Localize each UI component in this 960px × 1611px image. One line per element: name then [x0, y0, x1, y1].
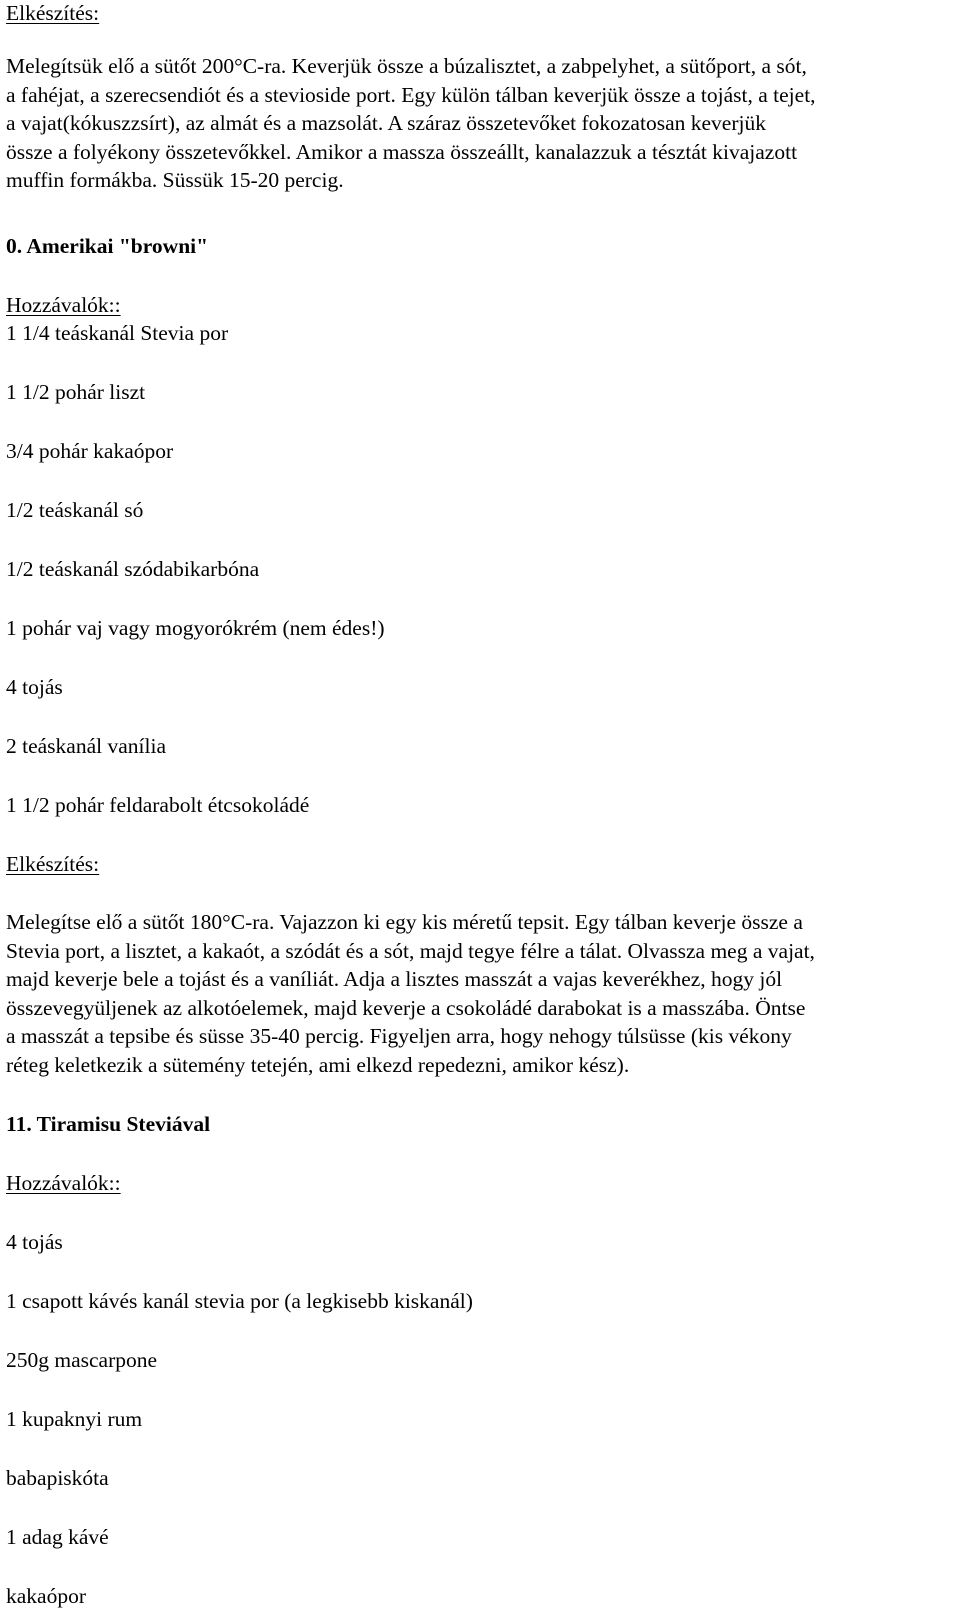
method-line: a masszát a tepsibe és süsse 35-40 percig. Figyeljen arra, hogy nehogy túlsüsse (kis vékony: [6, 1024, 792, 1048]
method-line: Melegítsük elő a sütőt 200°C-ra. Keverjük össze a búzalisztet, a zabpelyhet, a sütőport, a sót,: [6, 54, 807, 78]
method-line: a vajat(kókuszzsírt), az almát és a mazsolát. A száraz összetevőket fokozatosan keverjük: [6, 111, 766, 135]
ingredient-item: 1 1/2 pohár liszt: [6, 380, 146, 404]
ingredient-item: 3/4 pohár kakaópor: [6, 439, 174, 463]
ingredient-item: 2 teáskanál vanília: [6, 734, 166, 758]
method-line: majd keverje bele a tojást és a vaníliát. Adja a lisztes masszát a vajas keverékhez, hogy jól: [6, 967, 783, 991]
ingredient-item: 1/2 teáskanál szódabikarbóna: [6, 557, 260, 581]
method-line: a fahéjat, a szerecsendiót és a stevioside port. Egy külön tálban keverjük össze a tojást, a tejet,: [6, 82, 816, 107]
method-line: össze a folyékony összetevőkkel. Amikor a massza összeállt, kanalazzuk a tésztát kivajazott: [6, 139, 798, 164]
ingredient-item: 1 kupaknyi rum: [6, 1407, 143, 1431]
method-heading-brownie: Elkészítés:: [6, 852, 100, 876]
recipe-title-brownie: 0. Amerikai "browni": [6, 234, 209, 258]
ingredients-heading-brownie: Hozzávalók::: [6, 293, 121, 317]
method-text-prev: [6, 52, 950, 195]
method-heading-prev: Elkészítés:: [6, 1, 100, 25]
ingredient-item: kakaópor: [6, 1584, 86, 1608]
ingredients-heading-tiramisu: Hozzávalók::: [6, 1171, 121, 1195]
method-line: Stevia port, a lisztet, a kakaót, a szódát és a sót, majd tegye félre a tálat. Olvassza meg a vajat,: [6, 938, 815, 963]
method-line: réteg keletkezik a sütemény tetején, ami elkezd repedezni, amikor kész).: [6, 1052, 630, 1077]
ingredient-item: babapiskóta: [6, 1466, 109, 1490]
ingredient-item: 4 tojás: [6, 1230, 63, 1254]
method-text-brownie: [6, 908, 950, 1079]
method-line: összevegyüljenek az alkotóelemek, majd keverje a csokoládé darabokat is a masszába. Öntse: [6, 995, 806, 1020]
ingredient-item: 4 tojás: [6, 675, 63, 699]
recipe-title-tiramisu: 11. Tiramisu Steviával: [6, 1112, 211, 1136]
ingredient-item: 1 1/2 pohár feldarabolt étcsokoládé: [6, 793, 310, 817]
ingredient-item: 1 1/4 teáskanál Stevia por: [6, 321, 229, 345]
method-line: Melegítse elő a sütőt 180°C-ra. Vajazzon ki egy kis méretű tepsit. Egy tálban keverje össze a: [6, 910, 803, 934]
method-line: muffin formákba. Süssük 15-20 percig.: [6, 168, 344, 192]
ingredient-item: 1 pohár vaj vagy mogyorókrém (nem édes!): [6, 616, 385, 640]
ingredient-item: 1 csapott kávés kanál stevia por (a legkisebb kiskanál): [6, 1289, 473, 1313]
ingredient-item: 250g mascarpone: [6, 1348, 158, 1372]
ingredient-item: 1 adag kávé: [6, 1525, 109, 1549]
ingredient-item: 1/2 teáskanál só: [6, 498, 144, 522]
